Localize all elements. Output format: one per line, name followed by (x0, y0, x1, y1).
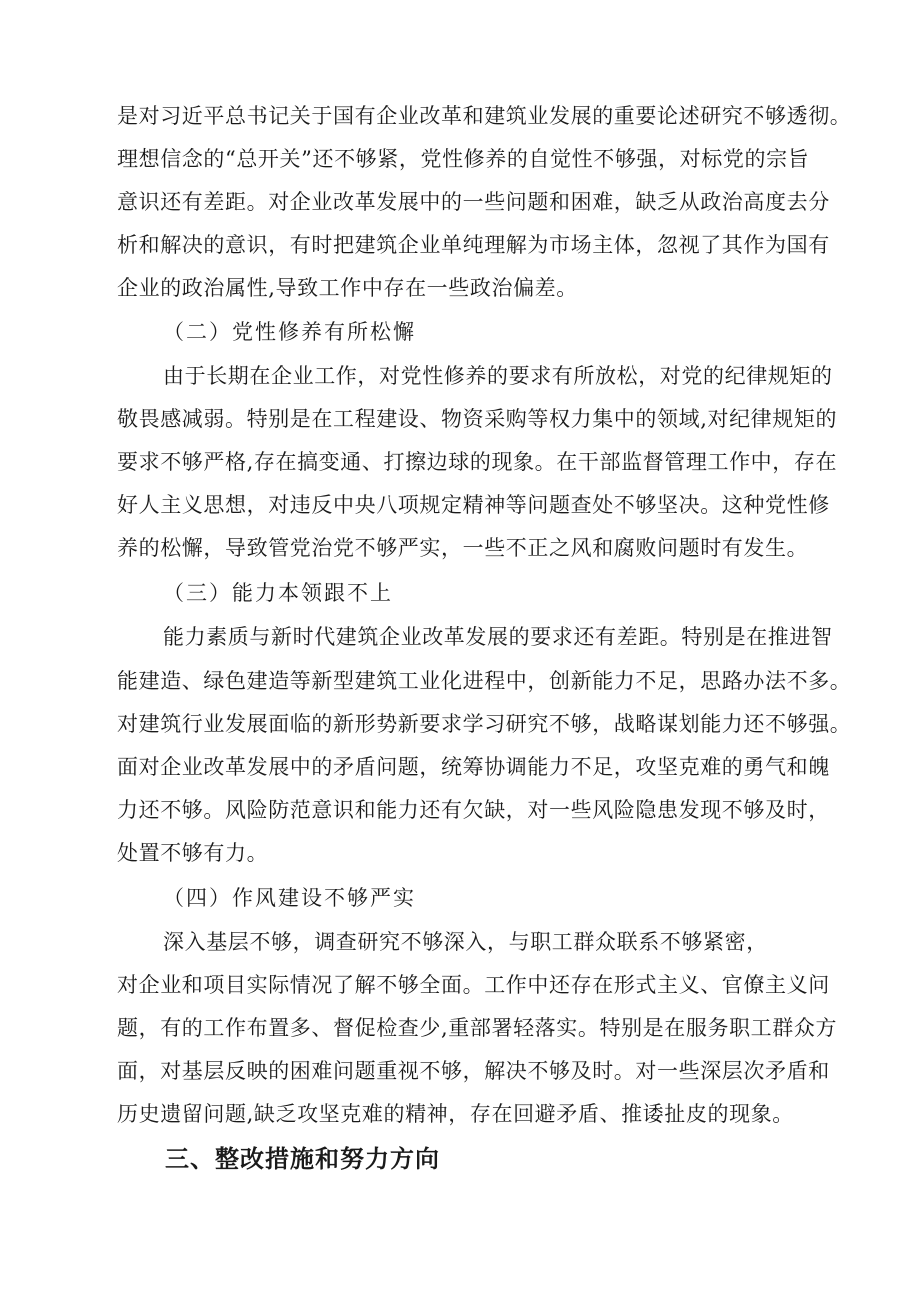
para-2-line-4: 好人主义思想，对违反中央八项规定精神等问题查处不够坚决。这种党性修 (117, 493, 830, 517)
para-3-line-4: 面对企业改革发展中的矛盾问题，统筹协调能力不足，攻坚克难的勇气和魄 (117, 755, 830, 779)
para-2-line-5: 养的松懈，导致管党治党不够严实，一些不正之风和腐败问题时有发生。 (117, 536, 809, 560)
para-intro-line-1: 是对习近平总书记关于国有企业改革和建筑业发展的重要论述研究不够透彻。 (117, 104, 852, 128)
para-2-line-1: 由于长期在企业工作，对党性修养的要求有所放松，对党的纪律规矩的 (163, 364, 833, 388)
para-intro-line-2: 理想信念的“总开关”还不够紧，党性修养的自觉性不够强，对标党的宗旨 (117, 147, 810, 171)
para-4-line-1: 深入基层不够，调查研究不够深入，与职工群众联系不够紧密， (163, 930, 768, 954)
para-3-line-1: 能力素质与新时代建筑企业改革发展的要求还有差距。特别是在推进智 (163, 625, 833, 649)
para-2-line-3: 要求不够严格,存在搞变通、打擦边球的现象。在干部监督管理工作中，存在 (117, 450, 838, 474)
para-intro-line-5: 企业的政治属性,导致工作中存在一些政治偏差。 (117, 276, 578, 300)
para-4-line-2: 对企业和项目实际情况了解不够全面。工作中还存在形式主义、官僚主义问 (117, 973, 830, 997)
para-3-line-5: 力还不够。风险防范意识和能力还有欠缺，对一些风险隐患发现不够及时， (117, 798, 830, 822)
para-intro-line-3: 意识还有差距。对企业改革发展中的一些问题和困难，缺乏从政治高度去分 (117, 190, 830, 214)
heading-3: （三）能力本领跟不上 (163, 581, 393, 605)
heading-4: （四）作风建设不够严实 (163, 886, 416, 910)
section-3-title: 三、整改措施和努力方向 (165, 1145, 440, 1173)
para-3-line-6: 处置不够有力。 (117, 841, 269, 865)
para-3-line-2: 能建造、绿色建造等新型建筑工业化进程中，创新能力不足，思路办法不多。 (117, 669, 852, 693)
para-intro-line-4: 析和解决的意识，有时把建筑企业单纯理解为市场主体，忽视了其作为国有 (117, 233, 830, 257)
para-4-line-4: 面，对基层反映的困难问题重视不够，解决不够及时。对一些深层次矛盾和 (117, 1059, 830, 1083)
para-4-line-3: 题，有的工作布置多、督促检查少,重部署轻落实。特别是在服务职工群众方 (117, 1016, 838, 1040)
para-3-line-3: 对建筑行业发展面临的新形势新要求学习研究不够，战略谋划能力还不够强。 (117, 712, 852, 736)
para-2-line-2: 敬畏感减弱。特别是在工程建设、物资采购等权力集中的领域,对纪律规矩的 (117, 407, 838, 431)
heading-2: （二）党性修养有所松懈 (163, 320, 416, 344)
para-4-line-5: 历史遗留问题,缺乏攻坚克难的精神，存在回避矛盾、推诿扯皮的现象。 (117, 1102, 794, 1126)
